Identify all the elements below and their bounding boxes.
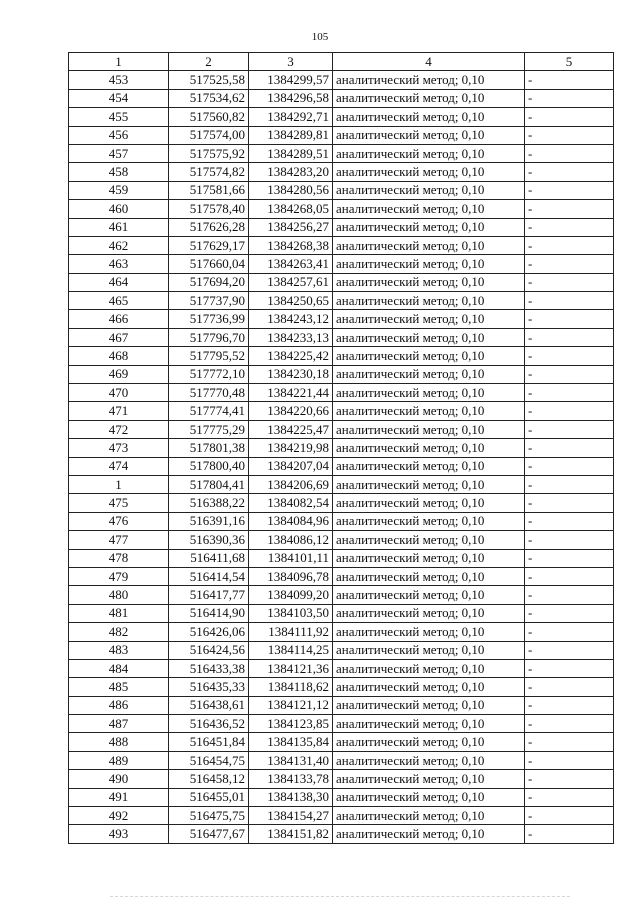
note-cell: -: [525, 402, 614, 420]
table-row: [69, 439, 614, 457]
method-accuracy-cell: аналитический метод; 0,10: [333, 126, 525, 144]
method-accuracy-cell: аналитический метод; 0,10: [333, 696, 525, 714]
y-coordinate-cell: 1384086,12: [249, 531, 333, 549]
table-row: [69, 420, 614, 438]
point-number-cell: 484: [69, 659, 169, 677]
y-coordinate-cell: 1384268,05: [249, 200, 333, 218]
y-coordinate-cell: 1384118,62: [249, 678, 333, 696]
note-cell: -: [525, 696, 614, 714]
x-coordinate-cell: 516391,16: [169, 512, 249, 530]
note-cell: -: [525, 310, 614, 328]
table-row: [69, 255, 614, 273]
table-row: [69, 384, 614, 402]
x-coordinate-cell: 516414,90: [169, 604, 249, 622]
method-accuracy-cell: аналитический метод; 0,10: [333, 144, 525, 162]
note-cell: -: [525, 512, 614, 530]
point-number-cell: 486: [69, 696, 169, 714]
table-row: [69, 402, 614, 420]
column-header-5: 5: [525, 53, 614, 71]
point-number-cell: 455: [69, 108, 169, 126]
y-coordinate-cell: 1384292,71: [249, 108, 333, 126]
method-accuracy-cell: аналитический метод; 0,10: [333, 89, 525, 107]
table-row: [69, 310, 614, 328]
x-coordinate-cell: 516451,84: [169, 733, 249, 751]
y-coordinate-cell: 1384296,58: [249, 89, 333, 107]
method-accuracy-cell: аналитический метод; 0,10: [333, 512, 525, 530]
y-coordinate-cell: 1384096,78: [249, 567, 333, 585]
method-accuracy-cell: аналитический метод; 0,10: [333, 770, 525, 788]
y-coordinate-cell: 1384250,65: [249, 292, 333, 310]
method-accuracy-cell: аналитический метод; 0,10: [333, 788, 525, 806]
y-coordinate-cell: 1384082,54: [249, 494, 333, 512]
table-row: [69, 549, 614, 567]
x-coordinate-cell: 516477,67: [169, 825, 249, 843]
table-row: [69, 457, 614, 475]
x-coordinate-cell: 516436,52: [169, 715, 249, 733]
note-cell: -: [525, 71, 614, 89]
point-number-cell: 457: [69, 144, 169, 162]
y-coordinate-cell: 1384268,38: [249, 236, 333, 254]
note-cell: -: [525, 825, 614, 843]
point-number-cell: 467: [69, 328, 169, 346]
table-row: [69, 163, 614, 181]
method-accuracy-cell: аналитический метод; 0,10: [333, 641, 525, 659]
x-coordinate-cell: 517795,52: [169, 347, 249, 365]
method-accuracy-cell: аналитический метод; 0,10: [333, 751, 525, 769]
x-coordinate-cell: 517770,48: [169, 384, 249, 402]
point-number-cell: 470: [69, 384, 169, 402]
note-cell: -: [525, 807, 614, 825]
method-accuracy-cell: аналитический метод; 0,10: [333, 659, 525, 677]
y-coordinate-cell: 1384219,98: [249, 439, 333, 457]
y-coordinate-cell: 1384114,25: [249, 641, 333, 659]
note-cell: -: [525, 218, 614, 236]
table-row: [69, 604, 614, 622]
point-number-cell: 480: [69, 586, 169, 604]
method-accuracy-cell: аналитический метод; 0,10: [333, 273, 525, 291]
y-coordinate-cell: 1384220,66: [249, 402, 333, 420]
table-row: [69, 788, 614, 806]
x-coordinate-cell: 516435,33: [169, 678, 249, 696]
table-row: [69, 144, 614, 162]
x-coordinate-cell: 517737,90: [169, 292, 249, 310]
x-coordinate-cell: 517574,82: [169, 163, 249, 181]
table-row: [69, 807, 614, 825]
table-row: [69, 715, 614, 733]
method-accuracy-cell: аналитический метод; 0,10: [333, 347, 525, 365]
x-coordinate-cell: 517626,28: [169, 218, 249, 236]
note-cell: -: [525, 144, 614, 162]
y-coordinate-cell: 1384233,13: [249, 328, 333, 346]
note-cell: -: [525, 292, 614, 310]
note-cell: -: [525, 89, 614, 107]
point-number-cell: 475: [69, 494, 169, 512]
y-coordinate-cell: 1384289,81: [249, 126, 333, 144]
y-coordinate-cell: 1384225,47: [249, 420, 333, 438]
table-row: [69, 71, 614, 89]
table-row: [69, 365, 614, 383]
point-number-cell: 479: [69, 567, 169, 585]
point-number-cell: 492: [69, 807, 169, 825]
method-accuracy-cell: аналитический метод; 0,10: [333, 181, 525, 199]
y-coordinate-cell: 1384084,96: [249, 512, 333, 530]
point-number-cell: 459: [69, 181, 169, 199]
table-row: [69, 512, 614, 530]
point-number-cell: 453: [69, 71, 169, 89]
point-number-cell: 465: [69, 292, 169, 310]
note-cell: -: [525, 549, 614, 567]
x-coordinate-cell: 516388,22: [169, 494, 249, 512]
note-cell: -: [525, 586, 614, 604]
page-number: 105: [311, 31, 329, 43]
method-accuracy-cell: аналитический метод; 0,10: [333, 439, 525, 457]
table-row: [69, 200, 614, 218]
table-row: [69, 108, 614, 126]
x-coordinate-cell: 516438,61: [169, 696, 249, 714]
point-number-cell: 468: [69, 347, 169, 365]
point-number-cell: 469: [69, 365, 169, 383]
note-cell: -: [525, 420, 614, 438]
y-coordinate-cell: 1384121,36: [249, 659, 333, 677]
method-accuracy-cell: аналитический метод; 0,10: [333, 310, 525, 328]
note-cell: -: [525, 604, 614, 622]
point-number-cell: 456: [69, 126, 169, 144]
note-cell: -: [525, 623, 614, 641]
point-number-cell: 477: [69, 531, 169, 549]
x-coordinate-cell: 517775,29: [169, 420, 249, 438]
method-accuracy-cell: аналитический метод; 0,10: [333, 71, 525, 89]
table-row: [69, 181, 614, 199]
y-coordinate-cell: 1384283,20: [249, 163, 333, 181]
point-number-cell: 466: [69, 310, 169, 328]
method-accuracy-cell: аналитический метод; 0,10: [333, 457, 525, 475]
column-header-2: 2: [169, 53, 249, 71]
note-cell: -: [525, 126, 614, 144]
x-coordinate-cell: 517660,04: [169, 255, 249, 273]
x-coordinate-cell: 516417,77: [169, 586, 249, 604]
x-coordinate-cell: 516414,54: [169, 567, 249, 585]
note-cell: -: [525, 365, 614, 383]
x-coordinate-cell: 517736,99: [169, 310, 249, 328]
table-row: [69, 126, 614, 144]
note-cell: -: [525, 494, 614, 512]
method-accuracy-cell: аналитический метод; 0,10: [333, 567, 525, 585]
method-accuracy-cell: аналитический метод; 0,10: [333, 163, 525, 181]
scan-artifact: [110, 896, 570, 901]
x-coordinate-cell: 517796,70: [169, 328, 249, 346]
x-coordinate-cell: 516390,36: [169, 531, 249, 549]
x-coordinate-cell: 517525,58: [169, 71, 249, 89]
point-number-cell: 493: [69, 825, 169, 843]
method-accuracy-cell: аналитический метод; 0,10: [333, 623, 525, 641]
x-coordinate-cell: 516411,68: [169, 549, 249, 567]
method-accuracy-cell: аналитический метод; 0,10: [333, 715, 525, 733]
note-cell: -: [525, 678, 614, 696]
note-cell: -: [525, 439, 614, 457]
table-row: [69, 678, 614, 696]
point-number-cell: 464: [69, 273, 169, 291]
x-coordinate-cell: 516454,75: [169, 751, 249, 769]
note-cell: -: [525, 659, 614, 677]
method-accuracy-cell: аналитический метод; 0,10: [333, 531, 525, 549]
y-coordinate-cell: 1384135,84: [249, 733, 333, 751]
point-number-cell: 478: [69, 549, 169, 567]
y-coordinate-cell: 1384289,51: [249, 144, 333, 162]
note-cell: -: [525, 457, 614, 475]
table-row: [69, 89, 614, 107]
y-coordinate-cell: 1384243,12: [249, 310, 333, 328]
note-cell: -: [525, 273, 614, 291]
method-accuracy-cell: аналитический метод; 0,10: [333, 108, 525, 126]
table-row: [69, 328, 614, 346]
x-coordinate-cell: 517534,62: [169, 89, 249, 107]
y-coordinate-cell: 1384103,50: [249, 604, 333, 622]
x-coordinate-cell: 517694,20: [169, 273, 249, 291]
y-coordinate-cell: 1384101,11: [249, 549, 333, 567]
column-header-3: 3: [249, 53, 333, 71]
x-coordinate-cell: 517581,66: [169, 181, 249, 199]
note-cell: -: [525, 328, 614, 346]
y-coordinate-cell: 1384154,27: [249, 807, 333, 825]
x-coordinate-cell: 517800,40: [169, 457, 249, 475]
y-coordinate-cell: 1384207,04: [249, 457, 333, 475]
y-coordinate-cell: 1384230,18: [249, 365, 333, 383]
method-accuracy-cell: аналитический метод; 0,10: [333, 255, 525, 273]
method-accuracy-cell: аналитический метод; 0,10: [333, 236, 525, 254]
note-cell: -: [525, 200, 614, 218]
note-cell: -: [525, 641, 614, 659]
method-accuracy-cell: аналитический метод; 0,10: [333, 807, 525, 825]
method-accuracy-cell: аналитический метод; 0,10: [333, 218, 525, 236]
x-coordinate-cell: 516424,56: [169, 641, 249, 659]
method-accuracy-cell: аналитический метод; 0,10: [333, 365, 525, 383]
x-coordinate-cell: 516433,38: [169, 659, 249, 677]
x-coordinate-cell: 517574,00: [169, 126, 249, 144]
table-body: [69, 71, 614, 843]
x-coordinate-cell: 517560,82: [169, 108, 249, 126]
point-number-cell: 488: [69, 733, 169, 751]
y-coordinate-cell: 1384225,42: [249, 347, 333, 365]
table-row: [69, 770, 614, 788]
point-number-cell: 471: [69, 402, 169, 420]
method-accuracy-cell: аналитический метод; 0,10: [333, 475, 525, 493]
table-row: [69, 347, 614, 365]
method-accuracy-cell: аналитический метод; 0,10: [333, 384, 525, 402]
y-coordinate-cell: 1384138,30: [249, 788, 333, 806]
note-cell: -: [525, 163, 614, 181]
method-accuracy-cell: аналитический метод; 0,10: [333, 292, 525, 310]
x-coordinate-cell: 517801,38: [169, 439, 249, 457]
point-number-cell: 472: [69, 420, 169, 438]
point-number-cell: 481: [69, 604, 169, 622]
y-coordinate-cell: 1384123,85: [249, 715, 333, 733]
note-cell: -: [525, 733, 614, 751]
y-coordinate-cell: 1384299,57: [249, 71, 333, 89]
point-number-cell: 489: [69, 751, 169, 769]
y-coordinate-cell: 1384257,61: [249, 273, 333, 291]
table-row: [69, 641, 614, 659]
point-number-cell: 491: [69, 788, 169, 806]
x-coordinate-cell: 517804,41: [169, 475, 249, 493]
note-cell: -: [525, 770, 614, 788]
x-coordinate-cell: 516455,01: [169, 788, 249, 806]
note-cell: -: [525, 236, 614, 254]
point-number-cell: 462: [69, 236, 169, 254]
x-coordinate-cell: 517578,40: [169, 200, 249, 218]
y-coordinate-cell: 1384099,20: [249, 586, 333, 604]
method-accuracy-cell: аналитический метод; 0,10: [333, 549, 525, 567]
x-coordinate-cell: 517774,41: [169, 402, 249, 420]
method-accuracy-cell: аналитический метод; 0,10: [333, 494, 525, 512]
coordinates-table: [68, 52, 614, 844]
table-row: [69, 825, 614, 843]
table-row: [69, 623, 614, 641]
y-coordinate-cell: 1384256,27: [249, 218, 333, 236]
table-row: [69, 531, 614, 549]
point-number-cell: 463: [69, 255, 169, 273]
point-number-cell: 458: [69, 163, 169, 181]
note-cell: -: [525, 751, 614, 769]
note-cell: -: [525, 108, 614, 126]
table-header-row: [69, 53, 614, 71]
point-number-cell: 485: [69, 678, 169, 696]
x-coordinate-cell: 517772,10: [169, 365, 249, 383]
point-number-cell: 473: [69, 439, 169, 457]
y-coordinate-cell: 1384121,12: [249, 696, 333, 714]
table-row: [69, 292, 614, 310]
table-row: [69, 475, 614, 493]
method-accuracy-cell: аналитический метод; 0,10: [333, 200, 525, 218]
note-cell: -: [525, 347, 614, 365]
table-row: [69, 659, 614, 677]
y-coordinate-cell: 1384280,56: [249, 181, 333, 199]
table-row: [69, 567, 614, 585]
point-number-cell: 474: [69, 457, 169, 475]
note-cell: -: [525, 567, 614, 585]
point-number-cell: 482: [69, 623, 169, 641]
y-coordinate-cell: 1384221,44: [249, 384, 333, 402]
note-cell: -: [525, 475, 614, 493]
note-cell: -: [525, 788, 614, 806]
method-accuracy-cell: аналитический метод; 0,10: [333, 678, 525, 696]
point-number-cell: 483: [69, 641, 169, 659]
method-accuracy-cell: аналитический метод; 0,10: [333, 402, 525, 420]
method-accuracy-cell: аналитический метод; 0,10: [333, 825, 525, 843]
table-row: [69, 218, 614, 236]
method-accuracy-cell: аналитический метод; 0,10: [333, 420, 525, 438]
y-coordinate-cell: 1384111,92: [249, 623, 333, 641]
y-coordinate-cell: 1384206,69: [249, 475, 333, 493]
table-row: [69, 273, 614, 291]
x-coordinate-cell: 516475,75: [169, 807, 249, 825]
y-coordinate-cell: 1384131,40: [249, 751, 333, 769]
point-number-cell: 476: [69, 512, 169, 530]
table-row: [69, 751, 614, 769]
method-accuracy-cell: аналитический метод; 0,10: [333, 586, 525, 604]
method-accuracy-cell: аналитический метод; 0,10: [333, 328, 525, 346]
column-header-1: 1: [69, 53, 169, 71]
x-coordinate-cell: 517629,17: [169, 236, 249, 254]
column-header-4: 4: [333, 53, 525, 71]
x-coordinate-cell: 516458,12: [169, 770, 249, 788]
y-coordinate-cell: 1384263,41: [249, 255, 333, 273]
y-coordinate-cell: 1384133,78: [249, 770, 333, 788]
point-number-cell: 460: [69, 200, 169, 218]
x-coordinate-cell: 517575,92: [169, 144, 249, 162]
method-accuracy-cell: аналитический метод; 0,10: [333, 604, 525, 622]
y-coordinate-cell: 1384151,82: [249, 825, 333, 843]
table-row: [69, 733, 614, 751]
table-row: [69, 494, 614, 512]
point-number-cell: 461: [69, 218, 169, 236]
note-cell: -: [525, 531, 614, 549]
point-number-cell: 1: [69, 475, 169, 493]
x-coordinate-cell: 516426,06: [169, 623, 249, 641]
point-number-cell: 454: [69, 89, 169, 107]
point-number-cell: 490: [69, 770, 169, 788]
note-cell: -: [525, 384, 614, 402]
table-row: [69, 586, 614, 604]
method-accuracy-cell: аналитический метод; 0,10: [333, 733, 525, 751]
note-cell: -: [525, 181, 614, 199]
table-row: [69, 236, 614, 254]
note-cell: -: [525, 255, 614, 273]
point-number-cell: 487: [69, 715, 169, 733]
table-row: [69, 696, 614, 714]
note-cell: -: [525, 715, 614, 733]
